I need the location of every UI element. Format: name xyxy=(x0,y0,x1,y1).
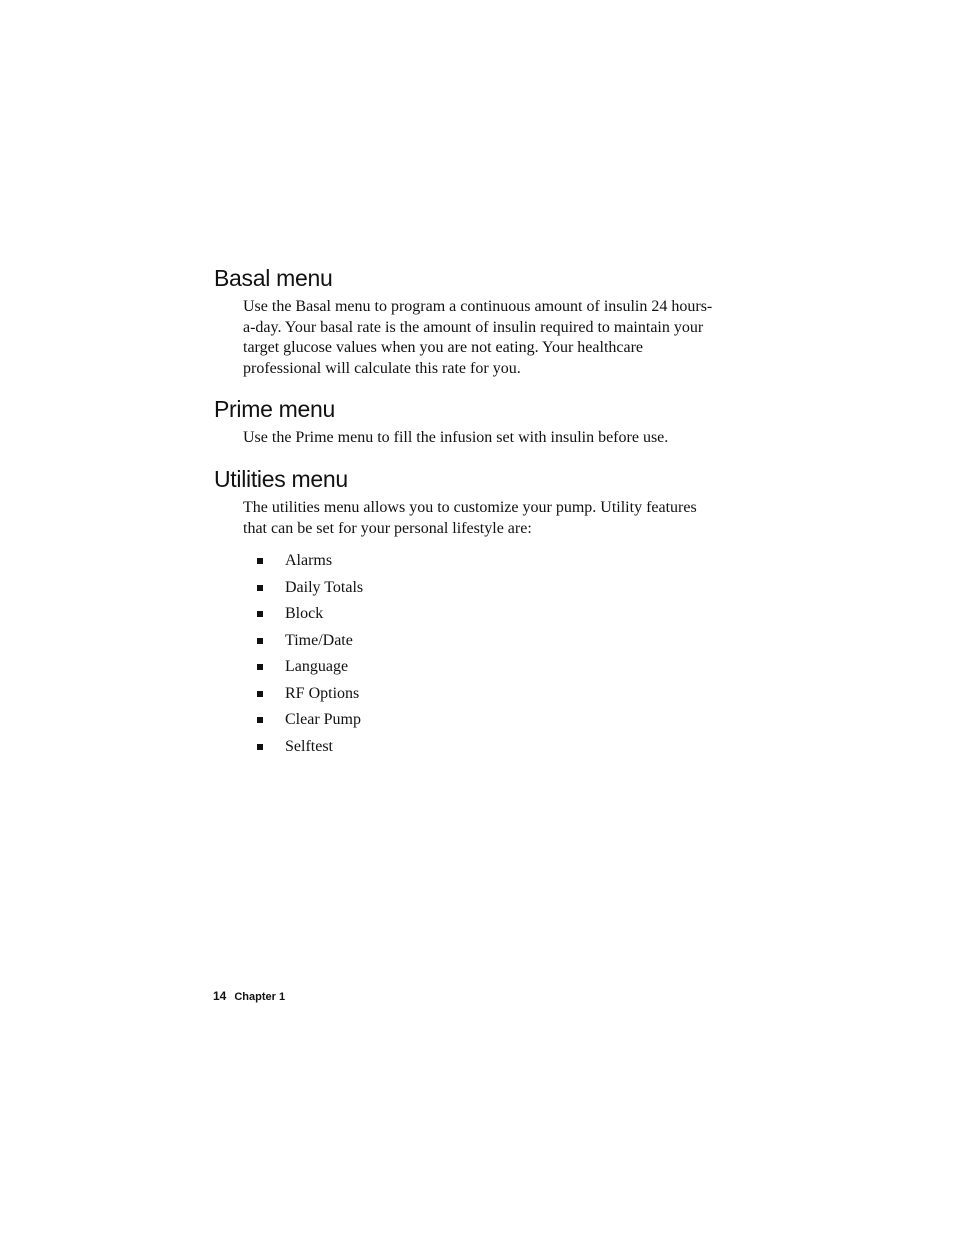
list-item xyxy=(256,683,363,710)
prime-menu-description: Use the Prime menu to fill the infusion set with insulin before use. xyxy=(243,429,669,446)
list-item xyxy=(256,603,363,630)
feature-label: Time/Date xyxy=(285,631,353,649)
utilities-menu-description: The utilities menu allows you to customize your pump. Utility features that can be set for your personal lifestyle are: xyxy=(243,499,697,537)
basal-menu-heading: Basal menu xyxy=(214,265,333,291)
utilities-feature-list xyxy=(256,550,363,762)
square-bullet-icon xyxy=(257,585,263,591)
page-footer xyxy=(213,989,285,1004)
square-bullet-icon xyxy=(257,717,263,723)
feature-label: Language xyxy=(285,658,349,675)
list-item xyxy=(256,630,363,657)
square-bullet-icon xyxy=(257,691,263,697)
square-bullet-icon xyxy=(257,611,263,617)
list-item xyxy=(256,656,363,683)
chapter-label: Chapter 1 xyxy=(234,991,286,1003)
feature-label: Alarms xyxy=(285,552,333,569)
basal-menu-description: Use the Basal menu to program a continuous amount of insulin 24 hours-a-day. Your basal rate is the amount of insulin required to maintain your target glucose values when you are not eating. Your healthcare professional will calculate this rate for you. xyxy=(243,298,713,377)
square-bullet-icon xyxy=(257,638,263,644)
utilities-menu-heading: Utilities menu xyxy=(214,466,348,492)
feature-label: Daily Totals xyxy=(285,578,364,596)
square-bullet-icon xyxy=(257,744,263,750)
prime-menu-heading: Prime menu xyxy=(214,396,335,422)
page-number: 14 xyxy=(213,989,227,1003)
list-item xyxy=(256,550,363,577)
feature-label: Clear Pump xyxy=(285,711,361,728)
feature-label: RF Options xyxy=(285,684,360,702)
list-item xyxy=(256,736,363,763)
square-bullet-icon xyxy=(257,664,263,670)
list-item xyxy=(256,709,363,736)
list-item xyxy=(256,577,363,604)
square-bullet-icon xyxy=(257,558,263,564)
feature-label: Block xyxy=(285,605,324,622)
feature-label: Selftest xyxy=(285,737,333,755)
